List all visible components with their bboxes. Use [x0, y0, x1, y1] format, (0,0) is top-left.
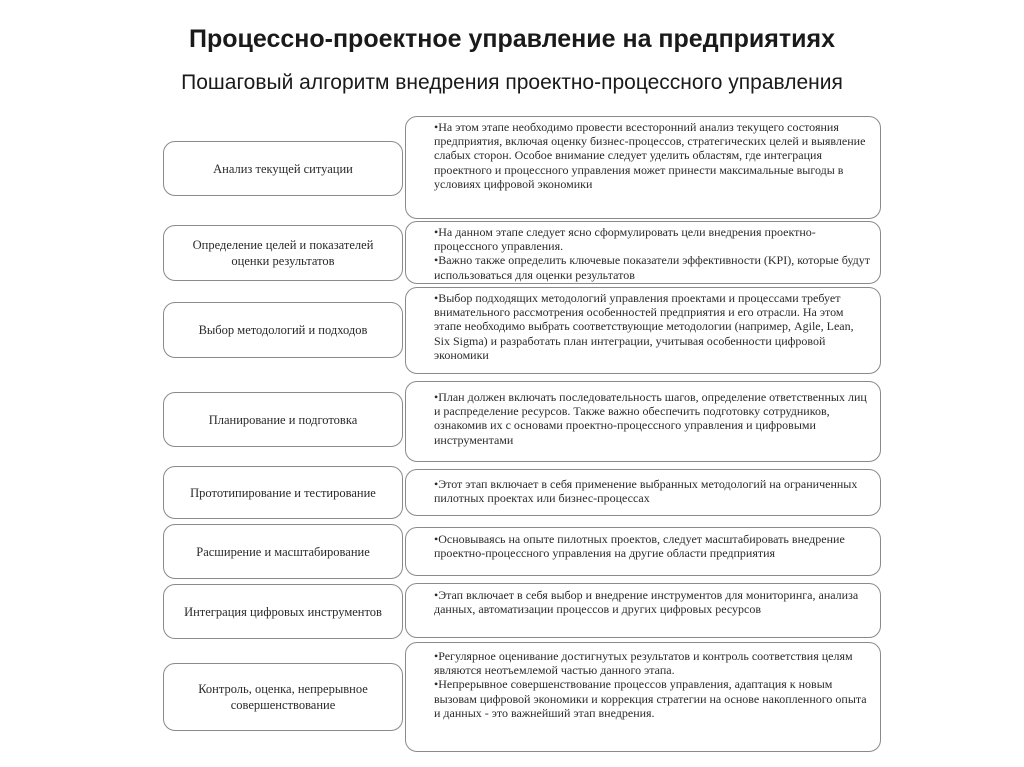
description-box-control — [405, 642, 881, 752]
description-line: •На данном этапе следует ясно сформулировать цели внедрения проектно-процессного управления. — [434, 225, 816, 254]
page-title: Процессно-проектное управление на предприятиях — [189, 25, 835, 53]
description-box-prototyping — [405, 469, 881, 516]
stage-label: Выбор методологий и подходов — [198, 323, 368, 337]
description-line: •Этап включает в себя выбор и внедрение инструментов для мониторинга, анализа данных, автоматизации процессов и других цифровых ресурсов — [434, 588, 859, 617]
stage-label: Анализ текущей ситуации — [213, 161, 353, 176]
description-line: •Основываясь на опыте пилотных проектов, следует масштабировать внедрение проектно-процессного управления на другие области предприятия — [434, 532, 845, 561]
description-line: •Выбор подходящих методологий управления проектами и процессами требует внимательного рассмотрения особенностей предприятия и его отрасли. На этом этапе необходимо выбрать соответствующие методологии (например, Agile, Lean, Six Sigma) и разработать план интеграции, учитывая особенности цифровой экономики — [434, 291, 854, 362]
description-line: •План должен включать последовательность шагов, определение ответственных лиц и распределение ресурсов. Также важно обеспечить подготовку сотрудников, ознакомив их с основами проектно-процессного управления и цифровыми инструментами — [434, 390, 867, 447]
stage-box-scaling — [163, 524, 403, 579]
stage-box-control — [163, 663, 403, 731]
stage-box-goals — [163, 225, 403, 281]
description-box-goals — [405, 221, 881, 284]
stage-box-analysis — [163, 141, 403, 196]
description-box-planning — [405, 381, 881, 462]
stage-label: Интеграция цифровых инструментов — [184, 604, 382, 619]
description-line: •Важно также определить ключевые показатели эффективности (KPI), которые будут использоваться для оценки результатов — [434, 253, 870, 282]
description-box-scaling — [405, 527, 881, 576]
stage-label: Расширение и масштабирование — [196, 544, 370, 559]
stage-label: Планирование и подготовка — [208, 412, 358, 427]
description-line: •Этот этап включает в себя применение выбранных методологий на ограниченных пилотных проектах или бизнес-процессах — [434, 477, 858, 506]
stage-label: Прототипирование и тестирование — [190, 485, 376, 500]
stage-box-prototyping — [163, 466, 403, 519]
stage-label: Определение целей и показателей оценки результатов — [192, 238, 374, 268]
page-subtitle: Пошаговый алгоритм внедрения проектно-процессного управления — [181, 71, 843, 94]
description-line: •Регулярное оценивание достигнутых результатов и контроль соответствия целям являются неотъемлемой частью данного этапа. — [434, 649, 853, 678]
description-box-methodologies — [405, 287, 881, 374]
stage-box-methodologies — [163, 302, 403, 358]
description-line: •Непрерывное совершенствование процессов управления, адаптация к новым вызовам цифровой экономики и коррекция стратегии на основе накопленного опыта и данных - это важнейший этап внедрения. — [434, 677, 867, 720]
stage-box-planning — [163, 392, 403, 447]
description-box-digital-tools — [405, 583, 881, 638]
description-line: •На этом этапе необходимо провести всесторонний анализ текущего состояния предприятия, включая оценку бизнес-процессов, стратегических целей и выявление слабых сторон. Особое внимание следует уделить областям, где интеграция проектного и процессного управления может принести максимальные выгоды в условиях цифровой экономики — [434, 120, 866, 191]
stage-box-digital-tools — [163, 584, 403, 639]
description-box-analysis — [405, 116, 881, 219]
stage-label: Контроль, оценка, непрерывное совершенствование — [198, 682, 368, 712]
